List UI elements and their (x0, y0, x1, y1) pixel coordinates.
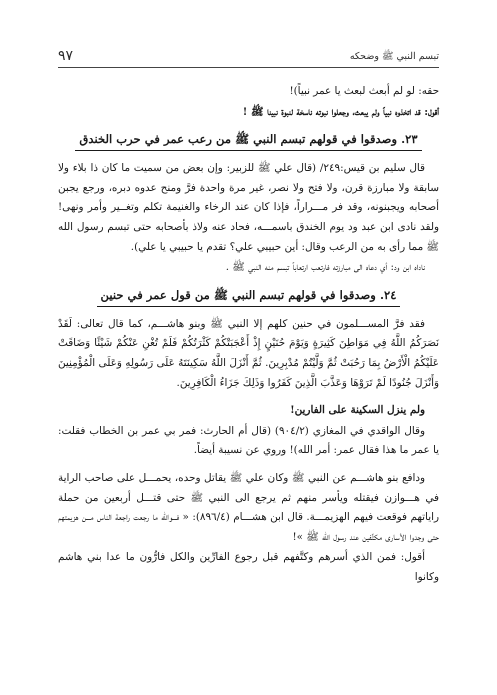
paragraph-hunayn (58, 315, 439, 393)
paragraph-comment-final: أقول: فمن الذي أسرهم وكتَّفهم قبل رجوع الفارِّين والكل فارُّون ما عدا بني هاشم وكانوا (58, 551, 439, 583)
paragraph-waqidi: وقال الواقدي في المغازي (٩٠٤/٢) (قال أم الحارث: فمر بي عمر بن الخطاب فقلت: يا عمر ما هذا فقال عمر: أمر الله)! وروي عن نسيبة أيضاً. (58, 424, 439, 457)
section-heading-23 (58, 128, 439, 151)
running-title: تبسم النبي ﷺ وضحكه (349, 51, 439, 62)
page-header (58, 44, 439, 68)
paragraph-bani-hashim: ودافع بنو هاشـــم عن النبي ﷺ وكان علي ﷺ يقاتل وحده، يحمـــل على صاحب الراية في هـــوازن فيقتله ويأسر منهم ثم يرجع الى النبي ﷺ حتى قتـــل أربعين من حملة راياتهم فوقعت فيهم الهزيمـــة. قال ابن هشـــام (٨٩٦/٤): « فـــوالله ما رجعت راجعة الناس مـــن هزيمتهم حتى وجدوا الأسارى مكتَّفين عند رسول الله ﷺ »! (58, 471, 439, 543)
page-body (58, 82, 439, 588)
quran-verse: لَقَدْ نَصَرَكُمُ اللَّهُ فِي مَوَاطِنَ كَثِيرَةٍ وَيَوْمَ حُنَيْنٍ إِذْ أَعْجَبَتْكُمْ كَثْرَتُكُمْ فَلَمْ تُغْنِ عَنْكُمْ شَيْئًا وَضَاقَتْ عَلَيْكُمُ الْأَرْضُ بِمَا رَحُبَتْ ثُمَّ وَلَّيْتُمْ مُدْبِرِينَ. ثُمَّ أَنْزَلَ اللَّهُ سَكِينَتَهُ عَلَى رَسُولِهِ وَعَلَى الْمُؤْمِنِينَ وَأَنْزَلَ جُنُودًا لَمْ تَرَوْهَا وَعَذَّبَ الَّذِينَ كَفَرُوا وَذَلِكَ جَزَاءُ الْكَافِرِينَ. (58, 317, 439, 389)
section-title-23: ٢٣. وصدقوا في قولهم تبسم النبي ﷺ من رعب عمر في حرب الخندق (75, 130, 421, 151)
paragraph-comment: أقول: قد اتخذوه نبياً ولم يبعث، وجعلوا نبوته ناسخة لنبوة نبينا ﷺ ! (242, 105, 439, 118)
paragraph-sakina: ولم ينزل السكينة على الفارين! (290, 404, 425, 417)
page-number: ٩٧ (58, 48, 74, 64)
paragraph-note: ناداه ابن ود: أي دعاه الى مبارزته فارتعب ارتعاباً تبسم منه النبي ﷺ . (225, 261, 425, 274)
section-title-24: ٢٤. وصدقوا في قولهم تبسم النبي ﷺ من قول عمر في حنين (97, 286, 401, 307)
paragraph-hunayn-intro: فقد فرَّ المســـلمون في حنين كلهم إلا النبي ﷺ وبنو هاشـــم، كما قال تعالى: (76, 317, 425, 330)
paragraph-sulaym-quote: قال سليم بن قيس:٢٤٩/ (قال علي ﷺ للزبير: وإن بعض من سميت ما كان ذا بلاء ولا سابقة ولا مبارزة قرن، ولا فتح ولا نصر، غير مرة واحدة فرَّ ومنح عدوه دبره، ورجع يجبن أصحابه ويجبنونه، وقد فر مـــراراً، فإذا كان عند الرخاء والغنيمة تكلم وتغــير وأمر ونهى! ولقد نادى ابن عبد ود يوم الخندق باسمـــه، فحاد عنه ولاذ بأصحابه حتى تبسم رسول الله ﷺ مما رأى به من الرعب وقال: أين حبيبي علي؟ تقدم يا حبيبي يا علي). (58, 162, 439, 253)
paragraph-continuation: حقه: لو لم أبعث لبعث يا عمر نبياً)! (289, 85, 439, 97)
section-heading-24 (58, 284, 439, 307)
